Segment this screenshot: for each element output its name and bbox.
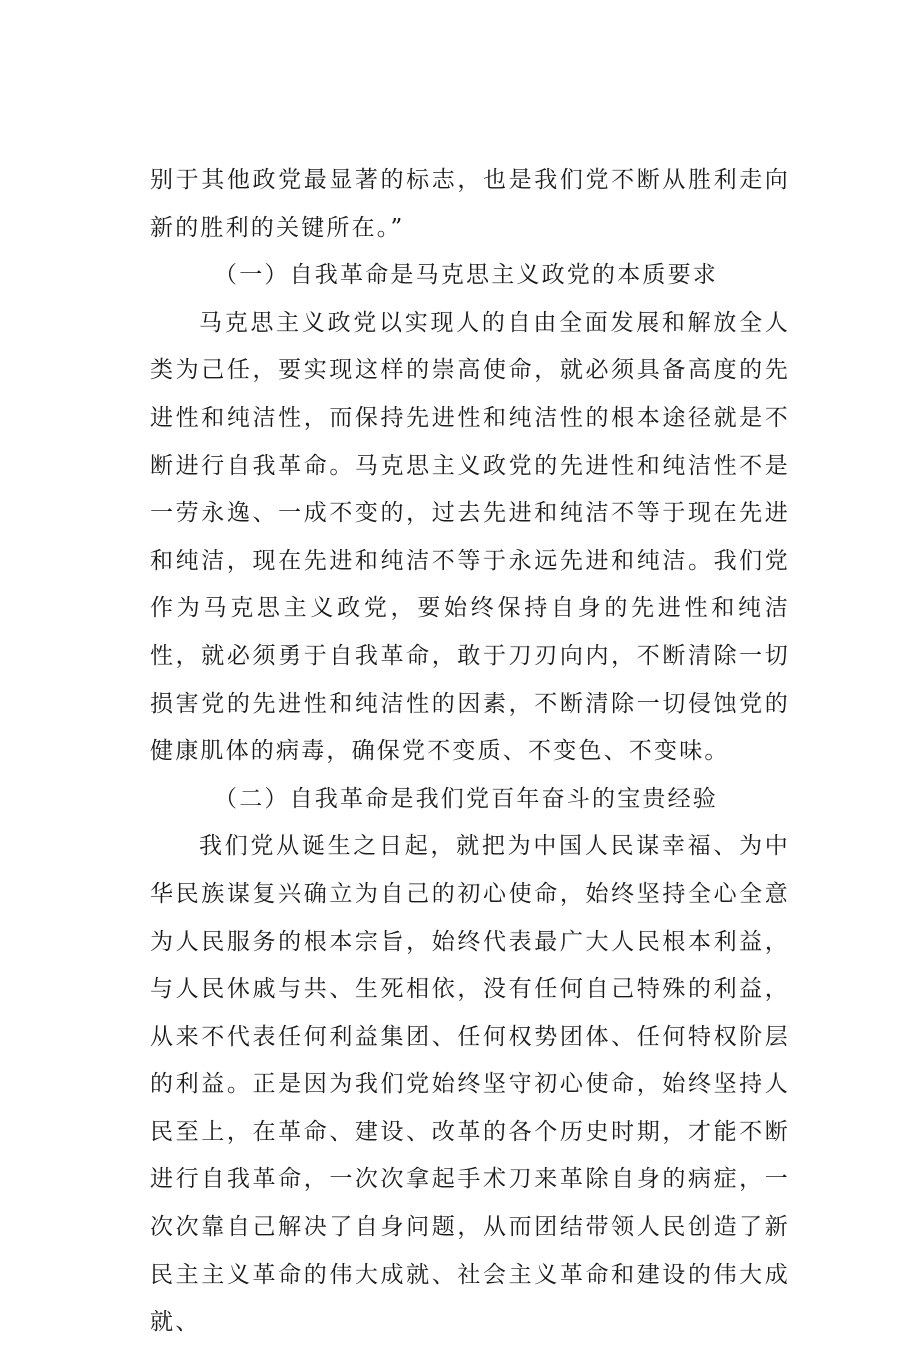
- continuation-paragraph: 别于其他政党最显著的标志，也是我们党不断从胜利走向新的胜利的关键所在。”: [150, 167, 790, 241]
- section-body-2: 我们党从诞生之日起，就把为中国人民谋幸福、为中华民族谋复兴确立为自己的初心使命，始终坚持全心全意为人民服务的根本宗旨，始终代表最广大人民根本利益，与人民休戚与共、生死相依，没有任何自己特殊的利益，从来不代表任何利益集团、任何权势团体、任何特权阶层的利益。正是因为我们党始终坚守初心使命，始终坚持人民至上，在革命、建设、改革的各个历史时期，才能不断进行自我革命，一次次拿起手术刀来革除自身的病症，一次次靠自己解决了自身问题，从而团结带领人民创造了新民主主义革命的伟大成就、社会主义革命和建设的伟大成就、: [150, 833, 790, 1336]
- section-body-1: 马克思主义政党以实现人的自由全面发展和解放全人类为己任，要实现这样的崇高使命，就必须具备高度的先进性和纯洁性，而保持先进性和纯洁性的根本途径就是不断进行自我革命。马克思主义政党的先进性和纯洁性不是一劳永逸、一成不变的，过去先进和纯洁不等于现在先进和纯洁，现在先进和纯洁不等于永远先进和纯洁。我们党作为马克思主义政党，要始终保持自身的先进性和纯洁性，就必须勇于自我革命，敢于刀刃向内，不断清除一切损害党的先进性和纯洁性的因素，不断清除一切侵蚀党的健康肌体的病毒，确保党不变质、不变色、不变味。: [150, 309, 790, 765]
- section-heading-2: （二）自我革命是我们党百年奋斗的宝贵经验: [214, 785, 718, 812]
- document-body: [150, 157, 790, 1347]
- section-heading-1: （一）自我革命是马克思主义政党的本质要求: [214, 262, 718, 289]
